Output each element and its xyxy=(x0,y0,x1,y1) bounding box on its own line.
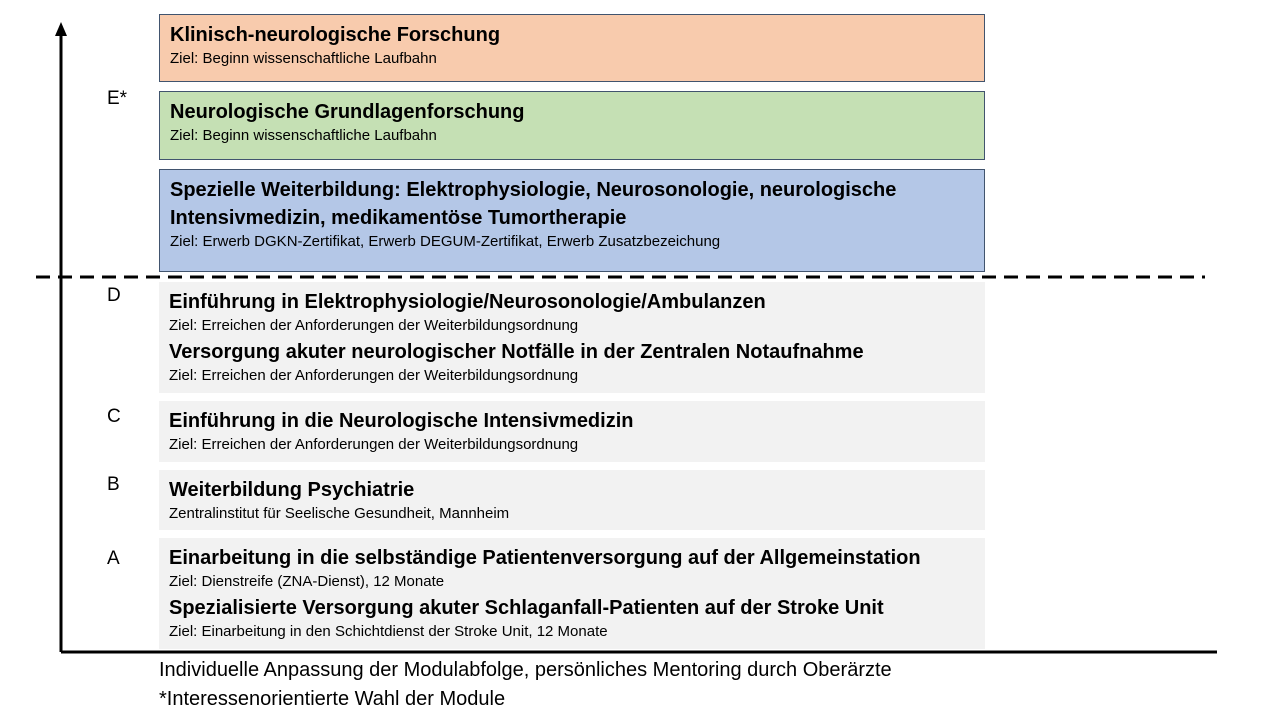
module-level-c xyxy=(159,401,985,462)
footer-note-elective: *Interessenorientierte Wahl der Module xyxy=(159,688,506,710)
module-level-b xyxy=(159,470,985,530)
module-goal: Ziel: Dienstreife (ZNA-Dienst), 12 Monate xyxy=(169,573,445,590)
module-goal: Ziel: Beginn wissenschaftliche Laufbahn xyxy=(170,50,437,67)
module-goal: Ziel: Erwerb DGKN-Zertifikat, Erwerb DEGUM-Zertifikat, Erwerb Zusatzbezeichung xyxy=(170,233,721,250)
module-goal: Ziel: Erreichen der Anforderungen der Weiterbildungsordnung xyxy=(169,367,579,384)
module-goal: Zentralinstitut für Seelische Gesundheit, Mannheim xyxy=(169,505,510,522)
module-goal: Ziel: Erreichen der Anforderungen der Weiterbildungsordnung xyxy=(169,436,579,453)
module-level-d xyxy=(159,282,985,393)
module-title: Versorgung akuter neurologischer Notfälle in der Zentralen Notaufnahme xyxy=(169,341,864,363)
level-label-d: D xyxy=(107,285,121,306)
module-title-line1: Spezielle Weiterbildung: Elektrophysiologie, Neurosonologie, neurologische xyxy=(170,179,897,201)
module-goal: Ziel: Einarbeitung in den Schichtdienst der Stroke Unit, 12 Monate xyxy=(169,623,608,640)
module-title: Klinisch-neurologische Forschung xyxy=(170,24,501,46)
module-basic-research xyxy=(159,91,985,160)
module-level-a xyxy=(159,538,985,649)
module-goal: Ziel: Erreichen der Anforderungen der Weiterbildungsordnung xyxy=(169,317,579,334)
level-label-a: A xyxy=(107,548,120,569)
module-title: Einführung in Elektrophysiologie/Neurosonologie/Ambulanzen xyxy=(169,291,766,313)
module-title: Einarbeitung in die selbständige Patientenversorgung auf der Allgemeinstation xyxy=(169,547,921,569)
module-title: Weiterbildung Psychiatrie xyxy=(169,479,415,501)
level-label-c: C xyxy=(107,406,121,427)
module-title-line2: Intensivmedizin, medikamentöse Tumortherapie xyxy=(170,207,627,229)
y-axis-arrowhead xyxy=(55,22,67,36)
level-label-b: B xyxy=(107,474,120,495)
module-title: Spezialisierte Versorgung akuter Schlaganfall-Patienten auf der Stroke Unit xyxy=(169,597,884,619)
level-label-e: E* xyxy=(107,88,128,109)
module-goal: Ziel: Beginn wissenschaftliche Laufbahn xyxy=(170,127,437,144)
footer-note-mentoring: Individuelle Anpassung der Modulabfolge, persönliches Mentoring durch Oberärzte xyxy=(159,659,892,681)
module-title: Einführung in die Neurologische Intensivmedizin xyxy=(169,410,634,432)
module-clinical-research xyxy=(159,14,985,82)
module-title: Neurologische Grundlagenforschung xyxy=(170,101,525,123)
module-special-training xyxy=(159,169,985,272)
